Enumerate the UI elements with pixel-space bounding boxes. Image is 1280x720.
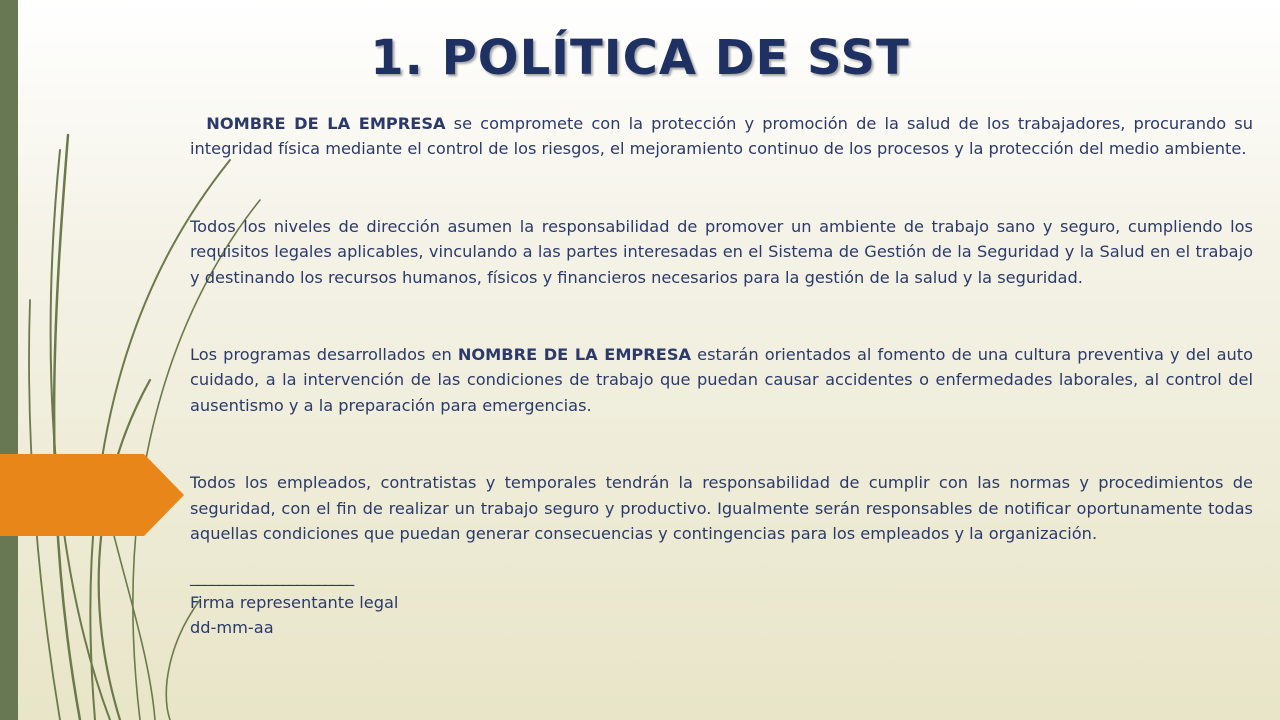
paragraph-management: Todos los niveles de dirección asumen la responsabilidad de promover un ambiente de trabajo sano y seguro, cumpliendo los requisitos legales aplicables, vinculando a las partes interesadas en el Sistema de Gestión de la Seguridad y la Salud en el trabajo y destinando los recursos humanos, físicos y financieros necesarios para la gestión de la salud y la seguridad. xyxy=(190,216,1253,287)
signature-label: Firma representante legal xyxy=(190,592,399,612)
paragraph-employees: Todos los empleados, contratistas y temporales tendrán la responsabilidad de cumplir con las normas y procedimientos de seguridad, con el fin de realizar un trabajo seguro y productivo. Igualmente serán responsables de notificar oportunamente todas aquellas condiciones que puedan generar consecuencias y contingencias para los empleados y la organización. xyxy=(190,473,1253,544)
company-name: NOMBRE DE LA EMPRESA xyxy=(457,345,692,365)
paragraph-text: estarán orientados al fomento de una cultura preventiva y del auto cuidado, a la intervención de las condiciones de trabajo que puedan causar accidentes o enfermedades laborales, al control del ausentismo y a la preparación para emergencias. xyxy=(190,345,1254,415)
policy-body xyxy=(190,111,1253,641)
page-title: 1. POLÍTICA DE SST xyxy=(370,30,910,86)
paragraph-commitment xyxy=(190,111,1253,162)
paragraph-text: Los programas desarrollados en xyxy=(190,345,458,365)
paragraph-text: se compromete con la protección y promoción de la salud de los trabajadores, procurando su integridad física mediante el control de los riesgos, el mejoramiento continuo de los procesos y la protección del medio ambiente. xyxy=(190,114,1254,159)
paragraph-programs xyxy=(190,342,1253,418)
signature-line: _______________________ xyxy=(190,567,354,587)
company-name: NOMBRE DE LA EMPRESA xyxy=(206,114,446,133)
orange-arrow-shape xyxy=(0,454,184,536)
date-label: dd-mm-aa xyxy=(190,618,274,638)
